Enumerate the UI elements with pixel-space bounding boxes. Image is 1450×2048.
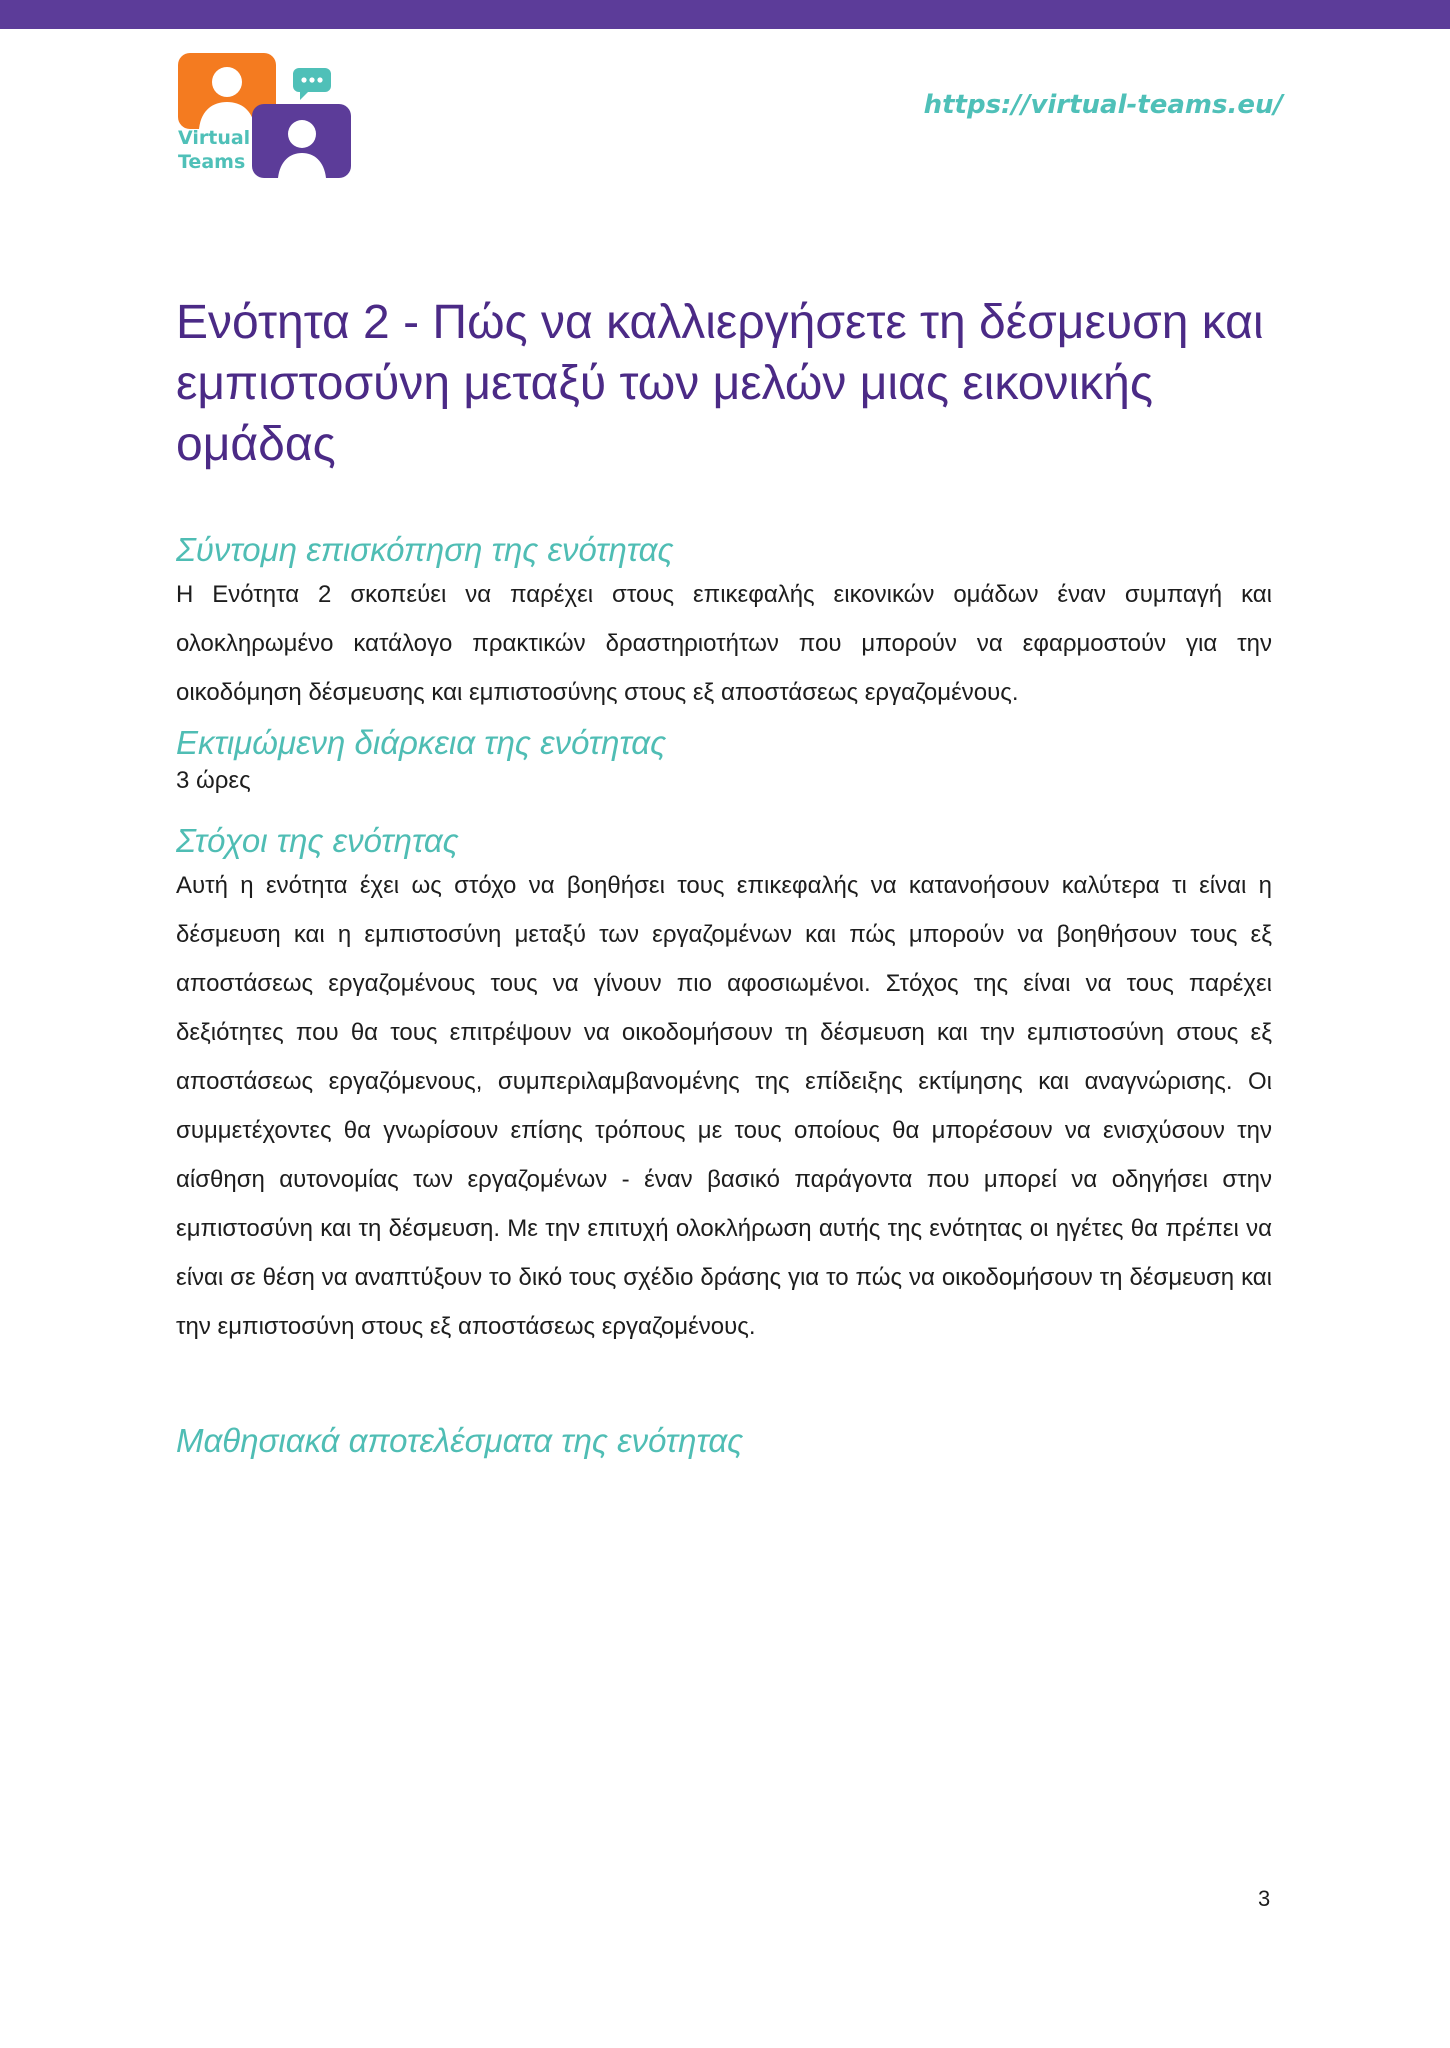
logo-text-line2: Teams — [178, 151, 246, 173]
objectives-text: Αυτή η ενότητα έχει ως στόχο να βοηθήσει τους επικεφαλής να κατανοήσουν καλύτερα τι είναι η δέσμευση και η εμπιστοσύνη μεταξύ των εργαζομένων και πώς μπορούν να βοηθήσουν τους εξ αποστάσεως εργαζομένους τους να γίνουν πιο αφοσιωμένοι. Στόχος της είναι να τους παρέχει δεξιότητες που θα τους επιτρέψουν να οικοδομήσουν τη δέσμευση και την εμπιστοσύνη στους εξ αποστάσεως εργαζόμενους, συμπεριλαμβανομένης της επίδειξης εκτίμησης και αναγνώρισης. Οι συμμετέχοντες θα γνωρίσουν επίσης τρόπους με τους οποίους θα μπορέσουν να ενισχύσουν την αίσθηση αυτονομίας των εργαζομένων - έναν βασικό παράγοντα που μπορεί να οδηγήσει στην εμπιστοσύνη και τη δέσμευση. Με την επιτυχή ολοκλήρωση αυτής της ενότητας οι ηγέτες θα πρέπει να είναι σε θέση να αναπτύξουν το δικό τους σχέδιο δράσης για το πώς να οικοδομήσουν τη δέσμευση και την εμπιστοσύνη στους εξ αποστάσεως εργαζομένους. — [176, 872, 1272, 1340]
document-content — [176, 530, 1272, 1461]
virtual-teams-logo — [172, 50, 362, 182]
objectives-heading: Στόχοι της ενότητας — [176, 822, 459, 859]
site-url-link[interactable]: https://virtual-teams.eu/ — [923, 90, 1283, 120]
page-number: 3 — [1258, 1886, 1271, 1911]
duration-heading: Εκτιμώμενη διάρκεια της ενότητας — [176, 724, 667, 761]
logo-text — [178, 126, 250, 174]
outcomes-heading: Μαθησιακά αποτελέσματα της ενότητας — [176, 1422, 744, 1459]
top-bar — [0, 0, 1450, 29]
overview-heading: Σύντομη επισκόπηση της ενότητας — [176, 531, 674, 568]
overview-text: Η Ενότητα 2 σκοπεύει να παρέχει στους επικεφαλής εικονικών ομάδων έναν συμπαγή και ολοκληρωμένο κατάλογο πρακτικών δραστηριοτήτων που μπορούν να εφαρμοστούν για την οικοδόμηση δέσμευσης και εμπιστοσύνης στους εξ αποστάσεως εργαζομένους. — [176, 581, 1272, 706]
duration-text: 3 ώρες — [176, 767, 251, 794]
logo-text-line1: Virtual — [178, 127, 251, 149]
page-title: Ενότητα 2 - Πώς να καλλιεργήσετε τη δέσμευση και εμπιστοσύνη μεταξύ των μελών μιας εικονικής ομάδας — [176, 296, 1264, 471]
